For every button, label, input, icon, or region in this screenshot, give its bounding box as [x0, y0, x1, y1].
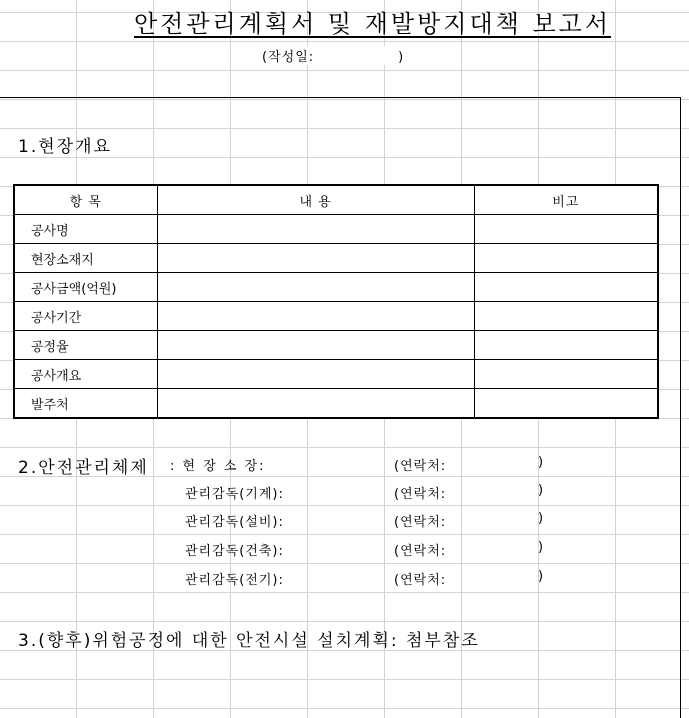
header-item: 항 목	[14, 185, 157, 215]
row-label: 발주처	[14, 389, 157, 419]
row-remarks-cell[interactable]	[474, 331, 658, 360]
org-role: : 현 장 소 장:	[170, 459, 266, 474]
row-label: 공사기간	[14, 302, 157, 331]
row-label: 현장소재지	[14, 244, 157, 273]
row-content-cell[interactable]	[157, 244, 474, 273]
row-remarks-cell[interactable]	[474, 389, 658, 419]
row-content-cell[interactable]	[157, 302, 474, 331]
org-contact-label: (연락처:	[394, 487, 447, 502]
table-row	[14, 331, 658, 360]
org-row	[0, 483, 689, 501]
org-role: 관리감독(설비):	[185, 515, 284, 530]
row-content-cell[interactable]	[157, 360, 474, 389]
site-overview-table	[13, 184, 659, 419]
section-site-overview: 1.현장개요	[18, 137, 112, 157]
row-label: 공사명	[14, 215, 157, 244]
row-content-cell[interactable]	[157, 331, 474, 360]
org-contact-close: )	[538, 511, 544, 526]
table-header-row	[14, 185, 658, 215]
report-title-text: 안전관리계획서 및 재발방지대책 보고서	[133, 10, 611, 38]
report-title	[0, 4, 689, 39]
table-row	[14, 215, 658, 244]
table-row	[14, 273, 658, 302]
header-remarks: 비고	[474, 185, 658, 215]
org-row	[0, 455, 689, 473]
row-content-cell[interactable]	[157, 273, 474, 302]
section-safety-organization: 2.안전관리체제	[18, 458, 149, 478]
org-contact-close: )	[538, 540, 544, 555]
row-content-cell[interactable]	[157, 215, 474, 244]
row-remarks-cell[interactable]	[474, 302, 658, 331]
table-row	[14, 244, 658, 273]
row-remarks-cell[interactable]	[474, 360, 658, 389]
org-row	[0, 511, 689, 529]
row-remarks-cell[interactable]	[474, 215, 658, 244]
org-role: 관리감독(전기):	[185, 573, 284, 588]
row-remarks-cell[interactable]	[474, 244, 658, 273]
table-row	[14, 302, 658, 331]
org-row	[0, 540, 689, 558]
row-remarks-cell[interactable]	[474, 273, 658, 302]
org-contact-label: (연락처:	[394, 459, 447, 474]
header-content: 내 용	[157, 185, 474, 215]
row-label: 공정율	[14, 331, 157, 360]
org-contact-label: (연락처:	[394, 515, 447, 530]
org-role: 관리감독(건축):	[185, 544, 284, 559]
row-label: 공사개요	[14, 360, 157, 389]
date-line	[262, 46, 404, 65]
section-hazard-plan: 3.(향후)위험공정에 대한 안전시설 설치계획: 첨부참조	[18, 631, 480, 651]
org-contact-close: )	[538, 455, 544, 470]
table-row	[14, 389, 658, 419]
date-close: )	[398, 50, 405, 65]
org-contact-close: )	[538, 569, 544, 584]
date-label: (작성일:	[262, 50, 315, 65]
table-row	[14, 360, 658, 389]
org-role: 관리감독(기계):	[185, 487, 284, 502]
org-contact-close: )	[538, 483, 544, 498]
org-contact-label: (연락처:	[394, 544, 447, 559]
row-label: 공사금액(억원)	[14, 273, 157, 302]
org-contact-label: (연락처:	[394, 573, 447, 588]
org-row	[0, 569, 689, 587]
row-content-cell[interactable]	[157, 389, 474, 419]
